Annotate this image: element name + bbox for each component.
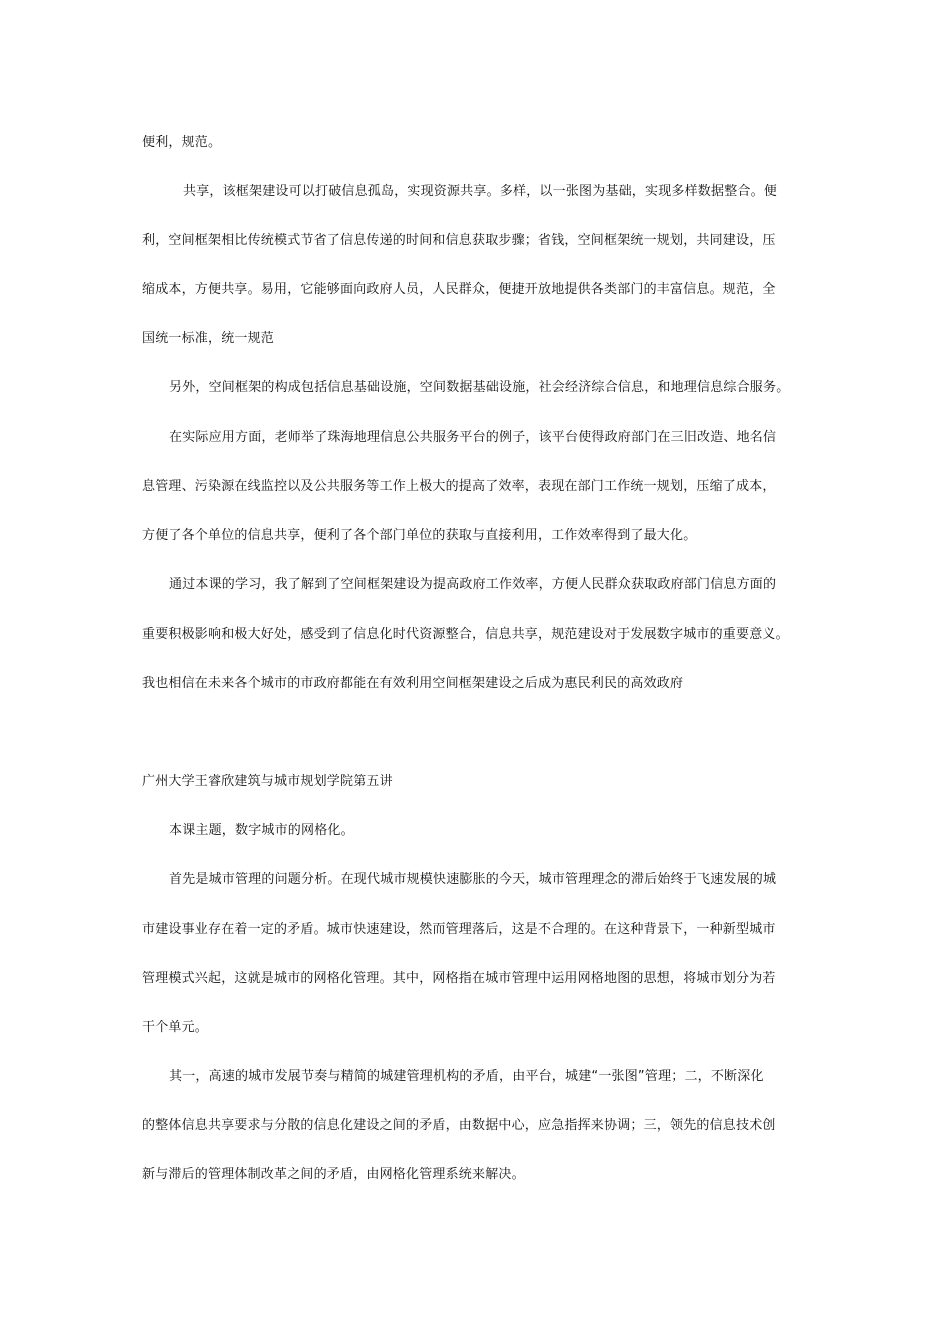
paragraph-line: 重要积极影响和极大好处，感受到了信息化时代资源整合，信息共享，规范建设对于发展数字城市的重要意义。: [142, 627, 789, 642]
paragraph-line: 息管理、污染源在线监控以及公共服务等工作上极大的提高了效率，表现在部门工作统一规划，压缩了成本，: [142, 479, 776, 494]
paragraph-line: 国统一标准，统一规范: [142, 331, 275, 346]
paragraph-line: 利，空间框架相比传统模式节省了信息传递的时间和信息获取步骤；省钱，空间框架统一规划，共同建设，压: [142, 233, 776, 248]
paragraph-line: 方便了各个单位的信息共享，便利了各个部门单位的获取与直接利用，工作效率得到了最大化。: [142, 528, 697, 543]
paragraph-line: 通过本课的学习，我了解到了空间框架建设为提高政府工作效率，方便人民群众获取政府部门信息方面的: [169, 577, 777, 592]
paragraph-line: 其一，高速的城市发展节奏与精简的城建管理机构的矛盾，由平台，城建“一张图”管理；二，不断深化: [169, 1069, 764, 1084]
paragraph-line: 管理模式兴起，这就是城市的网格化管理。其中，网格指在城市管理中运用网格地图的思想，将城市划分为若: [142, 971, 776, 986]
paragraph-line: 另外，空间框架的构成包括信息基础设施，空间数据基础设施，社会经济综合信息，和地理信息综合服务。: [169, 380, 790, 395]
paragraph-line: 本课主题，数字城市的网格化。: [169, 823, 354, 838]
paragraph-line: 市建设事业存在着一定的矛盾。城市快速建设，然而管理落后，这是不合理的。在这种背景下，一种新型城市: [142, 922, 776, 937]
paragraph-line: 的整体信息共享要求与分散的信息化建设之间的矛盾，由数据中心，应急指挥来协调；三，领先的信息技术创: [142, 1118, 776, 1133]
paragraph-line: 新与滞后的管理体制改革之间的矛盾，由网格化管理系统来解决。: [142, 1167, 525, 1182]
paragraph-line: 缩成本，方便共享。易用，它能够面向政府人员，人民群众，便捷开放地提供各类部门的丰富信息。规范，全: [142, 282, 776, 297]
paragraph-line: 我也相信在未来各个城市的市政府都能在有效利用空间框架建设之后成为惠民利民的高效政府: [142, 676, 684, 691]
paragraph-line: 共享，该框架建设可以打破信息孤岛，实现资源共享。多样，以一张图为基础，实现多样数据整合。便: [183, 184, 778, 199]
lecture-heading: 广州大学王睿欣建筑与城市规划学院第五讲: [142, 774, 393, 789]
paragraph-line: 便利，规范。: [142, 135, 222, 150]
paragraph-line: 干个单元。: [142, 1020, 209, 1035]
paragraph-line: 在实际应用方面，老师举了珠海地理信息公共服务平台的例子，该平台使得政府部门在三旧改造、地名信: [169, 430, 777, 445]
paragraph-line: 首先是城市管理的问题分析。在现代城市规模快速膨胀的今天，城市管理理念的滞后始终于飞速发展的城: [169, 872, 777, 887]
